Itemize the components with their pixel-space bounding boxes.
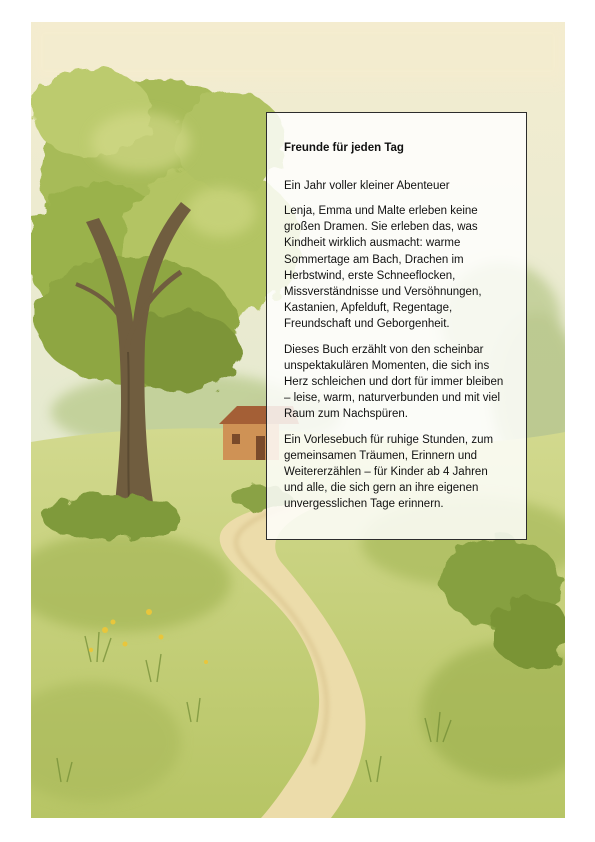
blurb-paragraph-1: Lenja, Emma und Malte erleben keine großen Dramen. Sie erleben das, was Kindheit wirklich ausmacht: warme Sommertage am Bach, Drachen im Herbstwind, erste Schneeflocken, Missverständnisse und Versöhnungen, Kastanien, Apfelduft, Regentage, Freundschaft und Geborgenheit. bbox=[284, 205, 482, 331]
blurb-paragraph-3: Ein Vorlesebuch für ruhige Stunden, zum gemeinsamen Träumen, Erinnern und Weitererzählen – für Kinder ab 4 Jahren und alle, die sich gern an ihre eigenen unvergesslichen Tage erinnern. bbox=[284, 433, 494, 511]
blurb-paragraph-2: Dieses Buch erzählt von den scheinbar unspektakulären Momenten, die sich ins Herz schleichen und dort für immer bleiben – leise, warm, naturverbunden und mit viel Raum zum Nachspüren. bbox=[284, 343, 504, 421]
house-door bbox=[256, 436, 265, 460]
book-title: Freunde für jeden Tag bbox=[284, 142, 404, 154]
book-back-cover bbox=[31, 22, 565, 818]
house-window bbox=[232, 434, 240, 444]
back-cover-text-box bbox=[266, 112, 527, 540]
book-subtitle: Ein Jahr voller kleiner Abenteuer bbox=[284, 180, 450, 192]
